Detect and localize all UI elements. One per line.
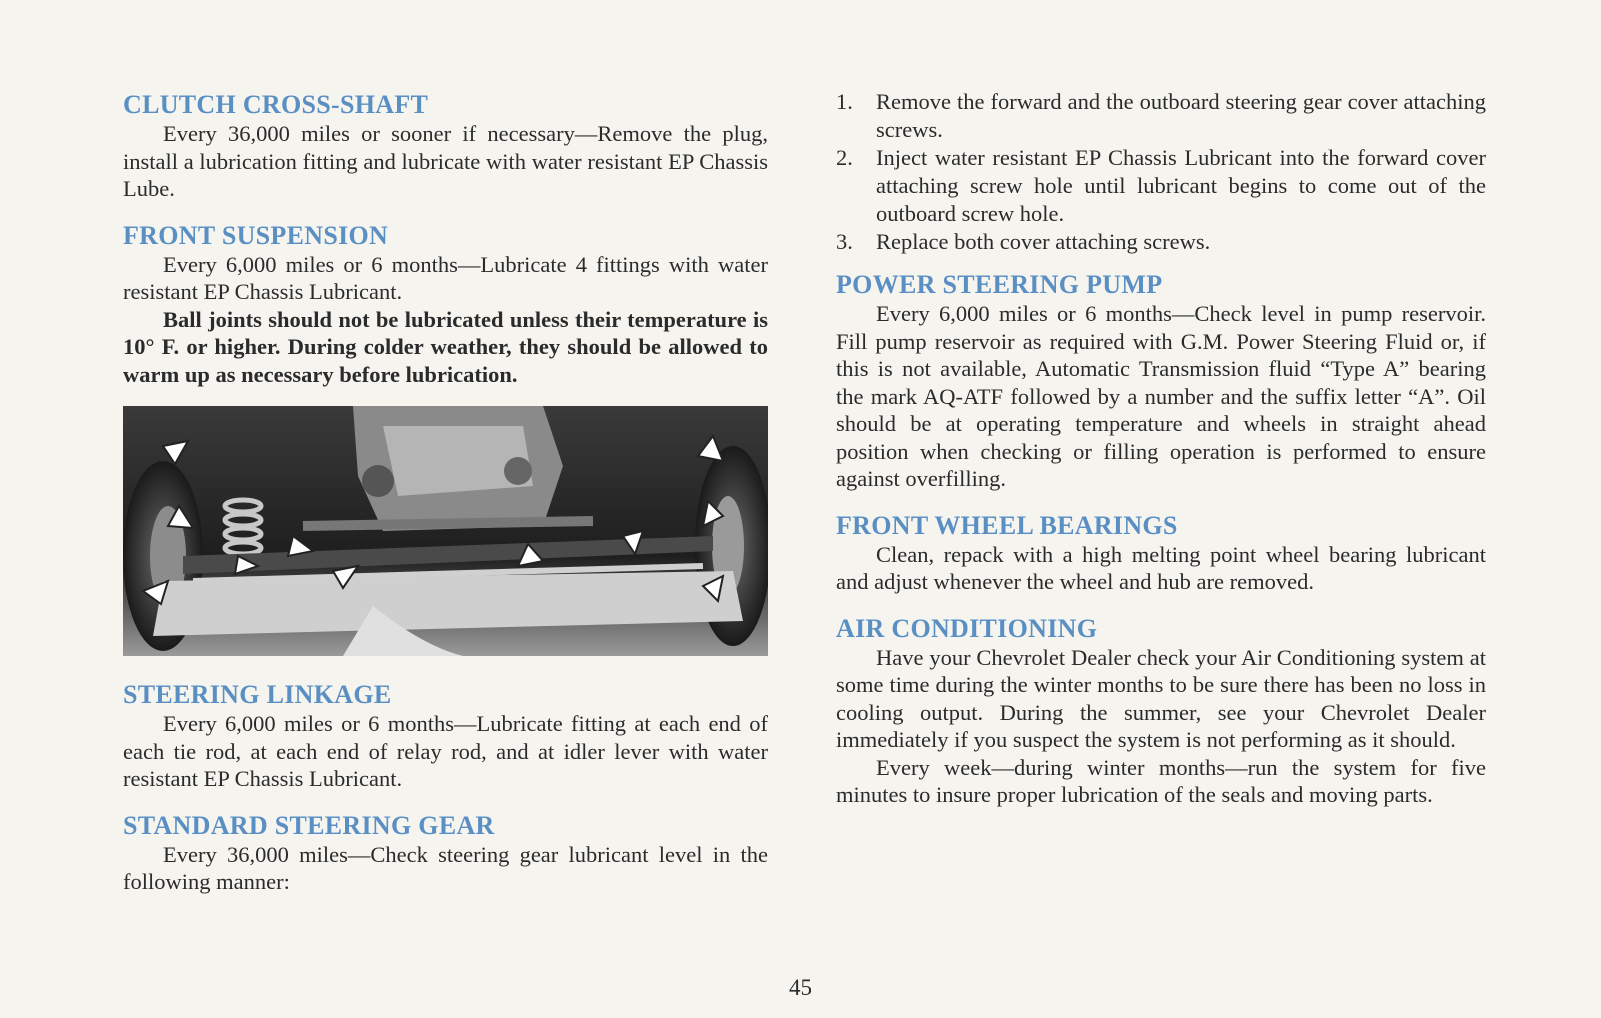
air-conditioning-section [836, 614, 1486, 809]
section-body: Have your Chevrolet Dealer check your Air Conditioning system at some time during the winter months to be sure there has been no loss in cooling output. During the summer, see your Chevrolet Dealer immediately if you suspect the system is not performing as it should. [836, 644, 1486, 752]
list-item [836, 144, 1486, 228]
section-heading: CLUTCH CROSS-SHAFT [123, 90, 429, 119]
front-suspension-photo [123, 406, 768, 656]
front-suspension-section [123, 221, 768, 389]
section-heading: STANDARD STEERING GEAR [123, 810, 495, 840]
step-number: 3. [836, 229, 853, 254]
right-column [836, 88, 1486, 827]
section-body: Every 6,000 miles or 6 months—Lubricate fitting at each end of each tie rod, at each end of relay rod, and at idler lever with water resistant EP Chassis Lubricant. [123, 711, 768, 791]
step-text: Replace both cover attaching screws. [876, 229, 1211, 254]
clutch-cross-shaft-section [123, 90, 768, 203]
standard-steering-gear-section [123, 811, 768, 896]
section-body: Clean, repack with a high melting point wheel bearing lubricant and adjust whenever the wheel and hub are removed. [836, 541, 1486, 594]
section-heading: AIR CONDITIONING [836, 613, 1098, 643]
power-steering-pump-section [836, 270, 1486, 493]
step-text: Inject water resistant EP Chassis Lubricant into the forward cover attaching screw hole until lubricant begins to come out of the outboard screw hole. [876, 145, 1486, 226]
step-number: 1. [836, 89, 853, 114]
step-number: 2. [836, 145, 853, 170]
section-body: Every 36,000 miles or sooner if necessary—Remove the plug, install a lubrication fitting and lubricate with water resistant EP Chassis Lube. [123, 121, 768, 201]
list-item [836, 228, 1486, 256]
left-column [123, 90, 768, 914]
section-heading: POWER STEERING PUMP [836, 270, 1163, 299]
section-heading: FRONT WHEEL BEARINGS [836, 510, 1178, 540]
section-heading: STEERING LINKAGE [123, 680, 392, 709]
page-number: 45 [789, 975, 812, 1000]
section-body-2: Every week—during winter months—run the system for five minutes to insure proper lubrication of the seals and moving parts. [836, 754, 1486, 807]
front-wheel-bearings-section [836, 511, 1486, 596]
section-body: Every 6,000 miles or 6 months—Check level in pump reservoir. Fill pump reservoir as required with G.M. Power Steering Fluid or, if this is not available, Automatic Transmission fluid “Type A” bearing the mark AQ-ATF followed by a number and the suffix letter “A”. Oil should be at operating temperature and wheels in straight ahead position when checking or filling operation is performed to ensure against overfilling. [836, 301, 1486, 491]
steering-gear-steps [836, 88, 1486, 256]
chassis-photo-illustration [123, 406, 768, 656]
section-body: Every 6,000 miles or 6 months—Lubricate 4 fittings with water resistant EP Chassis Lubricant. [123, 251, 768, 304]
section-body: Every 36,000 miles—Check steering gear lubricant level in the following manner: [123, 841, 768, 894]
ball-joint-note: Ball joints should not be lubricated unless their temperature is 10° F. or higher. During colder weather, they should be allowed to warm up as necessary before lubrication. [123, 306, 768, 387]
list-item [836, 88, 1486, 144]
step-text: Remove the forward and the outboard steering gear cover attaching screws. [876, 89, 1486, 142]
section-heading: FRONT SUSPENSION [123, 220, 389, 250]
steering-linkage-section [123, 680, 768, 793]
